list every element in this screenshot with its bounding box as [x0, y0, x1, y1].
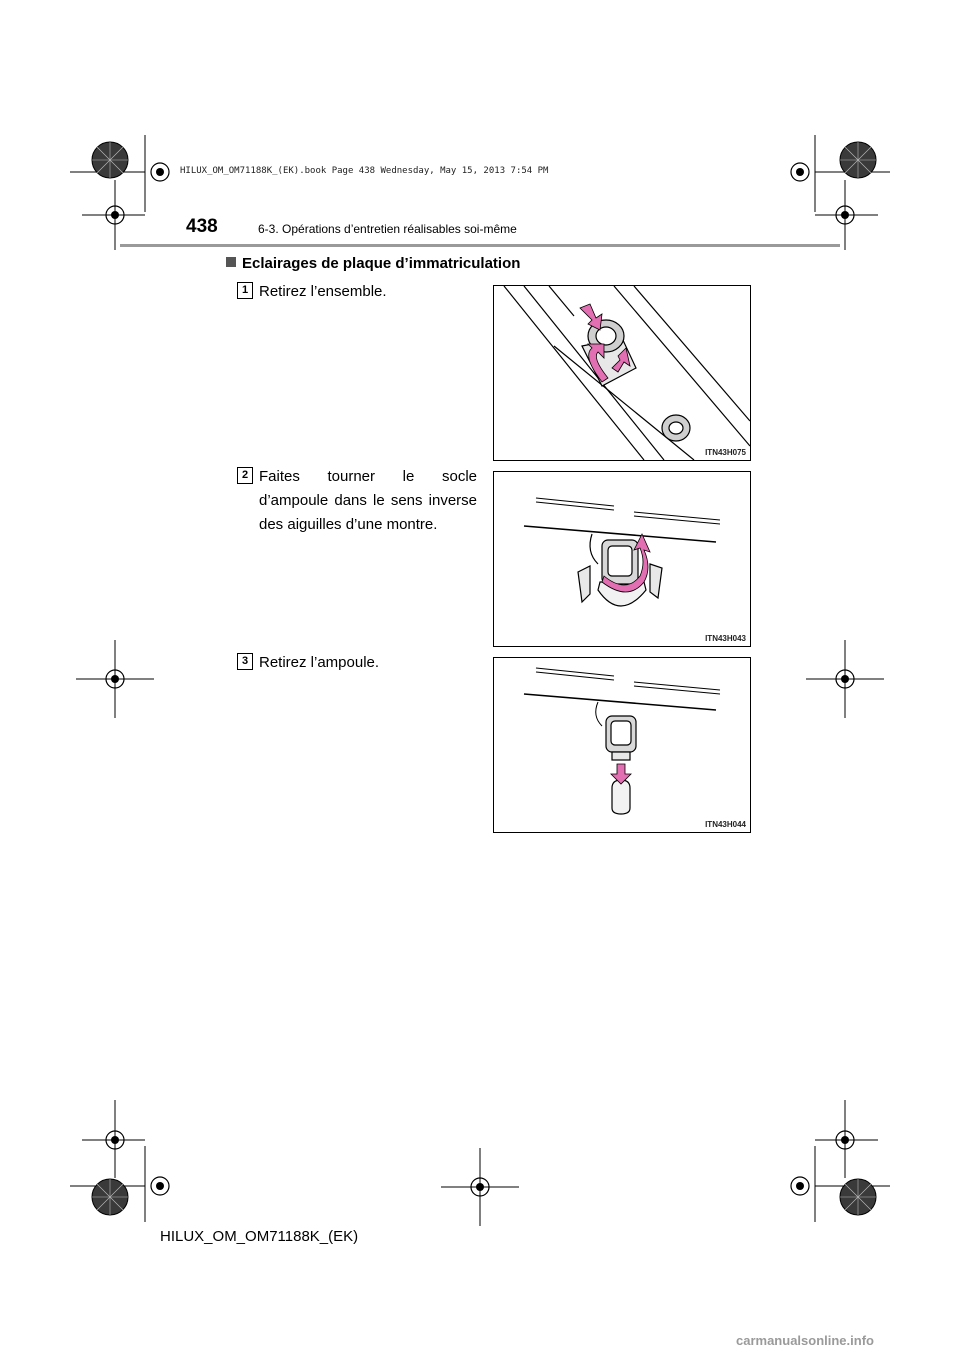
step-number: 3: [237, 653, 253, 670]
watermark: carmanualsonline.info: [736, 1333, 874, 1348]
section-title: 6-3. Opérations d’entretien réalisables soi-même: [258, 222, 517, 236]
figure-remove-bulb: [493, 657, 751, 833]
figure-code: ITN43H043: [705, 634, 746, 643]
step-number: 2: [237, 467, 253, 484]
figure-code: ITN43H044: [705, 820, 746, 829]
bullet-square-icon: [226, 257, 236, 267]
step-text: Faites tourner le socle d’ampoule dans le sens inverse des aiguilles d’une montre.: [259, 468, 477, 533]
bulb-socket-rotate-illustration: [494, 472, 750, 646]
page-number: 438: [186, 216, 218, 237]
step-number: 1: [237, 282, 253, 299]
step-text: Retirez l’ampoule.: [259, 654, 380, 671]
section-heading-text: Eclairages de plaque d’immatriculation: [242, 255, 521, 272]
bulb-removal-illustration: [494, 658, 750, 832]
step-text: Retirez l’ensemble.: [259, 283, 387, 300]
section-heading: [226, 255, 520, 272]
figure-turn-socket: [493, 471, 751, 647]
figure-remove-assembly: [493, 285, 751, 461]
figure-code: ITN43H075: [705, 448, 746, 457]
header-rule: [120, 244, 840, 247]
book-stamp: HILUX_OM_OM71188K_(EK).book Page 438 Wednesday, May 15, 2013 7:54 PM: [180, 166, 549, 176]
license-light-assembly-illustration: [494, 286, 750, 460]
footer-code: HILUX_OM_OM71188K_(EK): [160, 1228, 359, 1245]
